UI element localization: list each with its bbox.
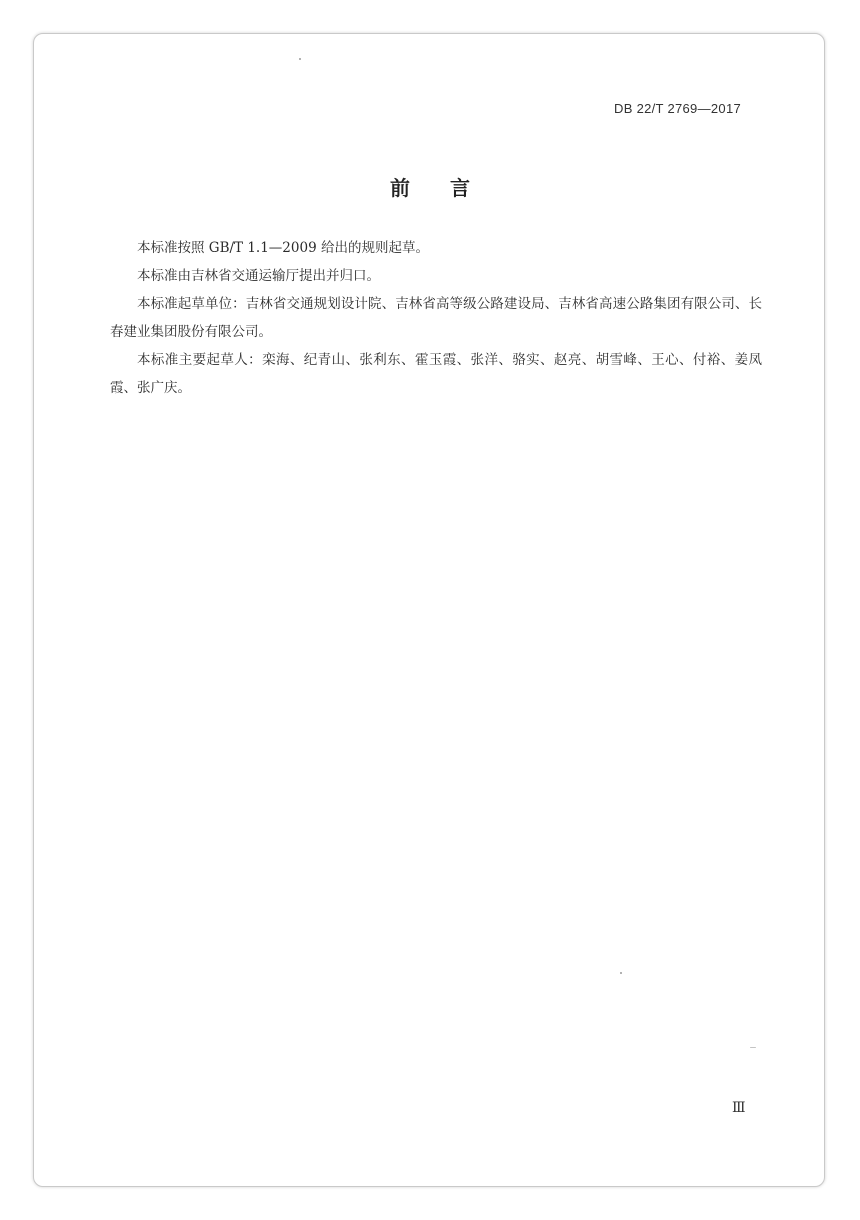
page-number: Ⅲ: [732, 1100, 746, 1116]
scan-speck: [299, 58, 301, 60]
paragraph-proposer: 本标准由吉林省交通运输厅提出并归口。: [137, 268, 380, 284]
paragraph-drafting-units: 本标准起草单位：吉林省交通规划设计院、吉林省高等级公路建设局、吉林省高速公路集团有限公司、长春建业集团股份有限公司。: [110, 296, 762, 340]
scan-speck: [620, 972, 622, 974]
page-title: 前言: [390, 176, 510, 200]
document-page: [33, 33, 825, 1187]
standard-code: DB 22/T 2769—2017: [614, 101, 742, 116]
foreword-body: [110, 234, 762, 402]
paragraph-drafting-rules: 本标准按照 GB/T 1.1—2009 给出的规则起草。: [137, 240, 429, 256]
paragraph-main-drafters: 本标准主要起草人：栾海、纪青山、张利东、霍玉霞、张洋、骆实、赵亮、胡雪峰、王心、付裕、姜凤霞、张广庆。: [110, 352, 762, 396]
scan-speck: [750, 1047, 756, 1048]
